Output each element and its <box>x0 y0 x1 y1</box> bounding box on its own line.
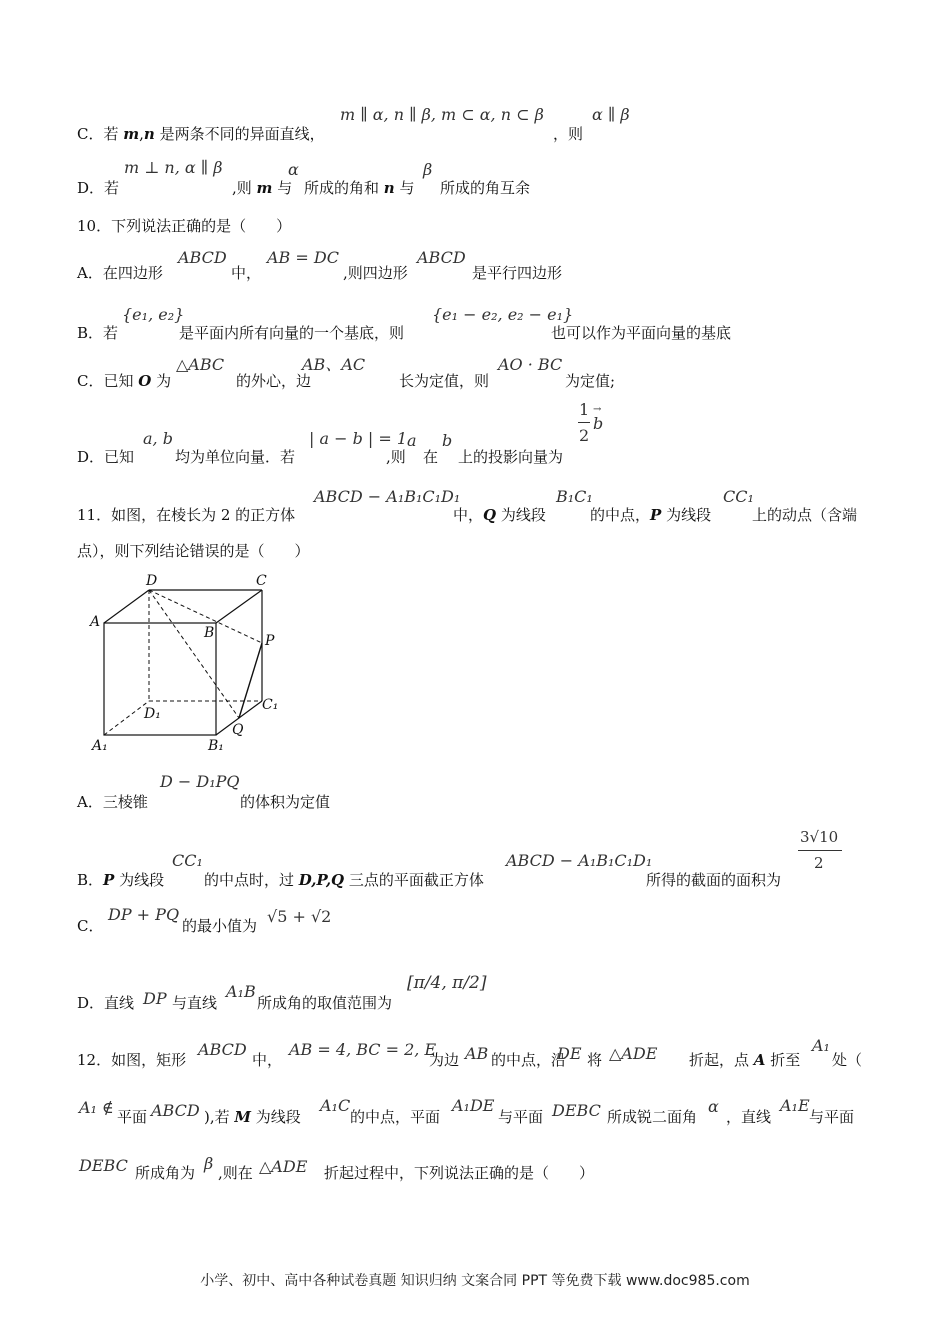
q12-math1: ABCD <box>198 1040 247 1059</box>
q11b-text1: 的中点时，过 D,P,Q 三点的平面截正方体 <box>204 871 484 889</box>
label-C1: C₁ <box>262 697 279 713</box>
q12l2-math2: A₁C <box>320 1096 351 1115</box>
q10a-text1: 中， <box>231 264 262 282</box>
q12-stem: 12．如图，矩形 <box>77 1051 187 1069</box>
q12l2-text3: 与平面 <box>498 1108 544 1126</box>
q11-option-d: D．直线 <box>77 994 135 1012</box>
q11-option-c: C． <box>77 917 104 935</box>
q11-text3: 上的动点（含端 <box>752 506 858 524</box>
segment-PQ <box>239 643 262 718</box>
q12l2-text1: ),若 M 为线段 <box>204 1108 301 1126</box>
q11d-math1: DP <box>143 989 167 1008</box>
q10-stem: 10．下列说法正确的是（ ） <box>77 217 292 235</box>
q11d-text1: 与直线 <box>172 994 218 1012</box>
q12l2-text0: 平面 <box>117 1108 148 1126</box>
q11-stem: 11．如图，在棱长为 2 的正方体 <box>77 506 296 524</box>
cube-figure <box>82 568 292 753</box>
q10d-math2: | a − b | = 1 <box>309 429 408 448</box>
q11c-math2: √5 + √2 <box>267 907 332 926</box>
q12l2-math6: A₁E <box>780 1096 810 1115</box>
q12-text6: 处（ <box>832 1051 863 1069</box>
q12l3-text1: 所成角为 <box>135 1164 196 1182</box>
label-C: C <box>256 573 267 589</box>
q12l3-math3: △ADE <box>259 1157 308 1176</box>
label-P: P <box>265 633 275 649</box>
q9d-beta: β <box>423 160 433 179</box>
q10-option-c: C．已知 O 为 <box>77 372 172 390</box>
q10c-math2: AB、AC <box>302 355 366 374</box>
label-Q: Q <box>232 722 244 738</box>
q10d-text2: ,则 <box>386 448 406 466</box>
q10d-frac-den: 2 <box>579 426 590 445</box>
q9-option-c: C．若 m,n 是两条不同的异面直线， <box>77 125 325 143</box>
q11b-fraction <box>798 828 846 878</box>
q9-option-d: D．若 <box>77 179 120 197</box>
q10b-math1: {e₁, e₂} <box>122 305 185 324</box>
q11b-text2: 所得的截面的面积为 <box>646 871 782 889</box>
q12-text3: 的中点，沿 <box>491 1051 567 1069</box>
q10c-text3: 为定值; <box>565 372 616 390</box>
q9d-alpha: α <box>288 160 299 179</box>
label-B: B <box>204 625 215 641</box>
q10-option-b: B．若 <box>77 324 119 342</box>
q12l3-math1: DEBC <box>79 1156 128 1175</box>
q12l2-math0: A₁ ∉ <box>79 1098 114 1117</box>
q11b-math1: CC₁ <box>172 851 203 870</box>
q11c-text: 的最小值为 <box>182 917 258 935</box>
q11c-math1: DP + PQ <box>108 905 180 924</box>
q10d-frac-b: b <box>593 414 604 433</box>
q10-option-a: A．在四边形 <box>77 264 163 282</box>
q10c-text2: 长为定值，则 <box>399 372 490 390</box>
q12-text4: 将 <box>587 1051 603 1069</box>
label-A: A <box>90 614 101 630</box>
q12l2-math5: α <box>708 1097 719 1116</box>
q11-math1: ABCD − A₁B₁C₁D₁ <box>314 487 461 506</box>
q10-option-d: D．已知 <box>77 448 135 466</box>
page-footer[interactable]: 小学、初中、高中各种试卷真题 知识归纳 文案合同 PPT 等免费下载 www.doc985.com <box>200 1273 750 1289</box>
segment-DQ-dashed <box>149 590 239 718</box>
q11a-math: D − D₁PQ <box>160 772 240 791</box>
edge-A1D1-hidden <box>104 701 149 735</box>
q10c-math1: △ABC <box>176 355 225 374</box>
q9c-then: ，则 <box>553 125 584 143</box>
q11-text1: 中，Q 为线段 <box>453 506 546 524</box>
q11b-frac-num: 3√10 <box>800 828 839 846</box>
q11b-math2: ABCD − A₁B₁C₁D₁ <box>506 851 653 870</box>
q10d-fraction: 1 2 → b <box>579 400 604 445</box>
q11-option-b: B．P 为线段 <box>77 871 165 889</box>
q11-math3: CC₁ <box>723 487 754 506</box>
q11d-math2: A₁B <box>226 982 256 1001</box>
q11-text2: 的中点，P 为线段 <box>590 506 712 524</box>
edge-AD <box>104 590 149 623</box>
q11a-text: 的体积为定值 <box>240 793 331 811</box>
label-D1: D₁ <box>144 706 161 722</box>
q9c-math-result: α ∥ β <box>592 105 630 124</box>
q12-math3: AB <box>465 1044 489 1063</box>
q10a-math2: AB = DC <box>267 248 339 267</box>
q11b-frac-den: 2 <box>814 854 824 872</box>
q12-math5: △ADE <box>609 1044 658 1063</box>
q12-text2: 为边 <box>429 1051 460 1069</box>
q12-math4: DE <box>557 1044 582 1063</box>
q10b-math2: {e₁ − e₂, e₂ − e₁} <box>432 305 574 324</box>
label-B1: B₁ <box>208 738 224 753</box>
q10d-frac-num: 1 <box>579 400 590 419</box>
q10d-text3: 在 <box>423 448 439 466</box>
q9d-text2: 所成的角和 n 与 <box>304 179 415 197</box>
q12l2-text5: ，直线 <box>726 1108 772 1126</box>
q10d-text1: 均为单位向量．若 <box>175 448 296 466</box>
q12-text1: 中， <box>252 1051 283 1069</box>
q10a-math3: ABCD <box>417 248 466 267</box>
q10a-text3: 是平行四边形 <box>472 264 563 282</box>
q12l2-math1: ABCD <box>151 1101 200 1120</box>
q10c-math3: AO · BC <box>498 355 563 374</box>
edge-BC <box>216 590 262 623</box>
q10d-text4: 上的投影向量为 <box>458 448 564 466</box>
q9d-text3: 所成的角互余 <box>440 179 531 197</box>
q10d-math3: a <box>407 431 417 450</box>
label-D: D <box>146 573 158 589</box>
q10c-text1: 的外心，边 <box>236 372 312 390</box>
q11-stem-line2: 点），则下列结论错误的是（ ） <box>77 542 310 560</box>
q12l2-text2: 的中点，平面 <box>350 1108 441 1126</box>
q10a-text2: ,则四边形 <box>343 264 408 282</box>
q11d-text2: 所成角的取值范围为 <box>257 994 393 1012</box>
label-A1: A₁ <box>92 738 108 753</box>
q12l2-math3: A₁DE <box>452 1096 495 1115</box>
q12l3-math2: β <box>204 1154 214 1173</box>
q12-math2: AB = 4, BC = 2, E <box>289 1040 437 1059</box>
q12l2-math4: DEBC <box>552 1101 601 1120</box>
q12l2-text4: 所成锐二面角 <box>607 1108 698 1126</box>
q12l3-text3: 折起过程中，下列说法正确的是（ ） <box>324 1164 595 1182</box>
q10d-math4: b <box>442 431 453 450</box>
q11d-interval: [π/4, π/2] <box>407 973 487 993</box>
q12l2-text6: 与平面 <box>809 1108 855 1126</box>
q9d-text: ,则 m 与 <box>232 179 293 197</box>
q11-math2: B₁C₁ <box>556 487 593 506</box>
q10b-text2: 也可以作为平面向量的基底 <box>551 324 732 342</box>
q10b-text1: 是平面内所有向量的一个基底，则 <box>179 324 405 342</box>
q12-text5: 折起，点 A 折至 <box>689 1051 801 1069</box>
q12l3-text2: ,则在 <box>218 1164 253 1182</box>
q11-option-a: A．三棱锥 <box>77 793 148 811</box>
q9d-math-condition: m ⊥ n, α ∥ β <box>124 158 223 177</box>
q12-math6: A₁ <box>812 1036 830 1055</box>
q10d-math1: a, b <box>143 429 173 448</box>
q9c-math-condition: m ∥ α, n ∥ β, m ⊂ α, n ⊂ β <box>340 105 544 124</box>
q10a-math1: ABCD <box>178 248 227 267</box>
